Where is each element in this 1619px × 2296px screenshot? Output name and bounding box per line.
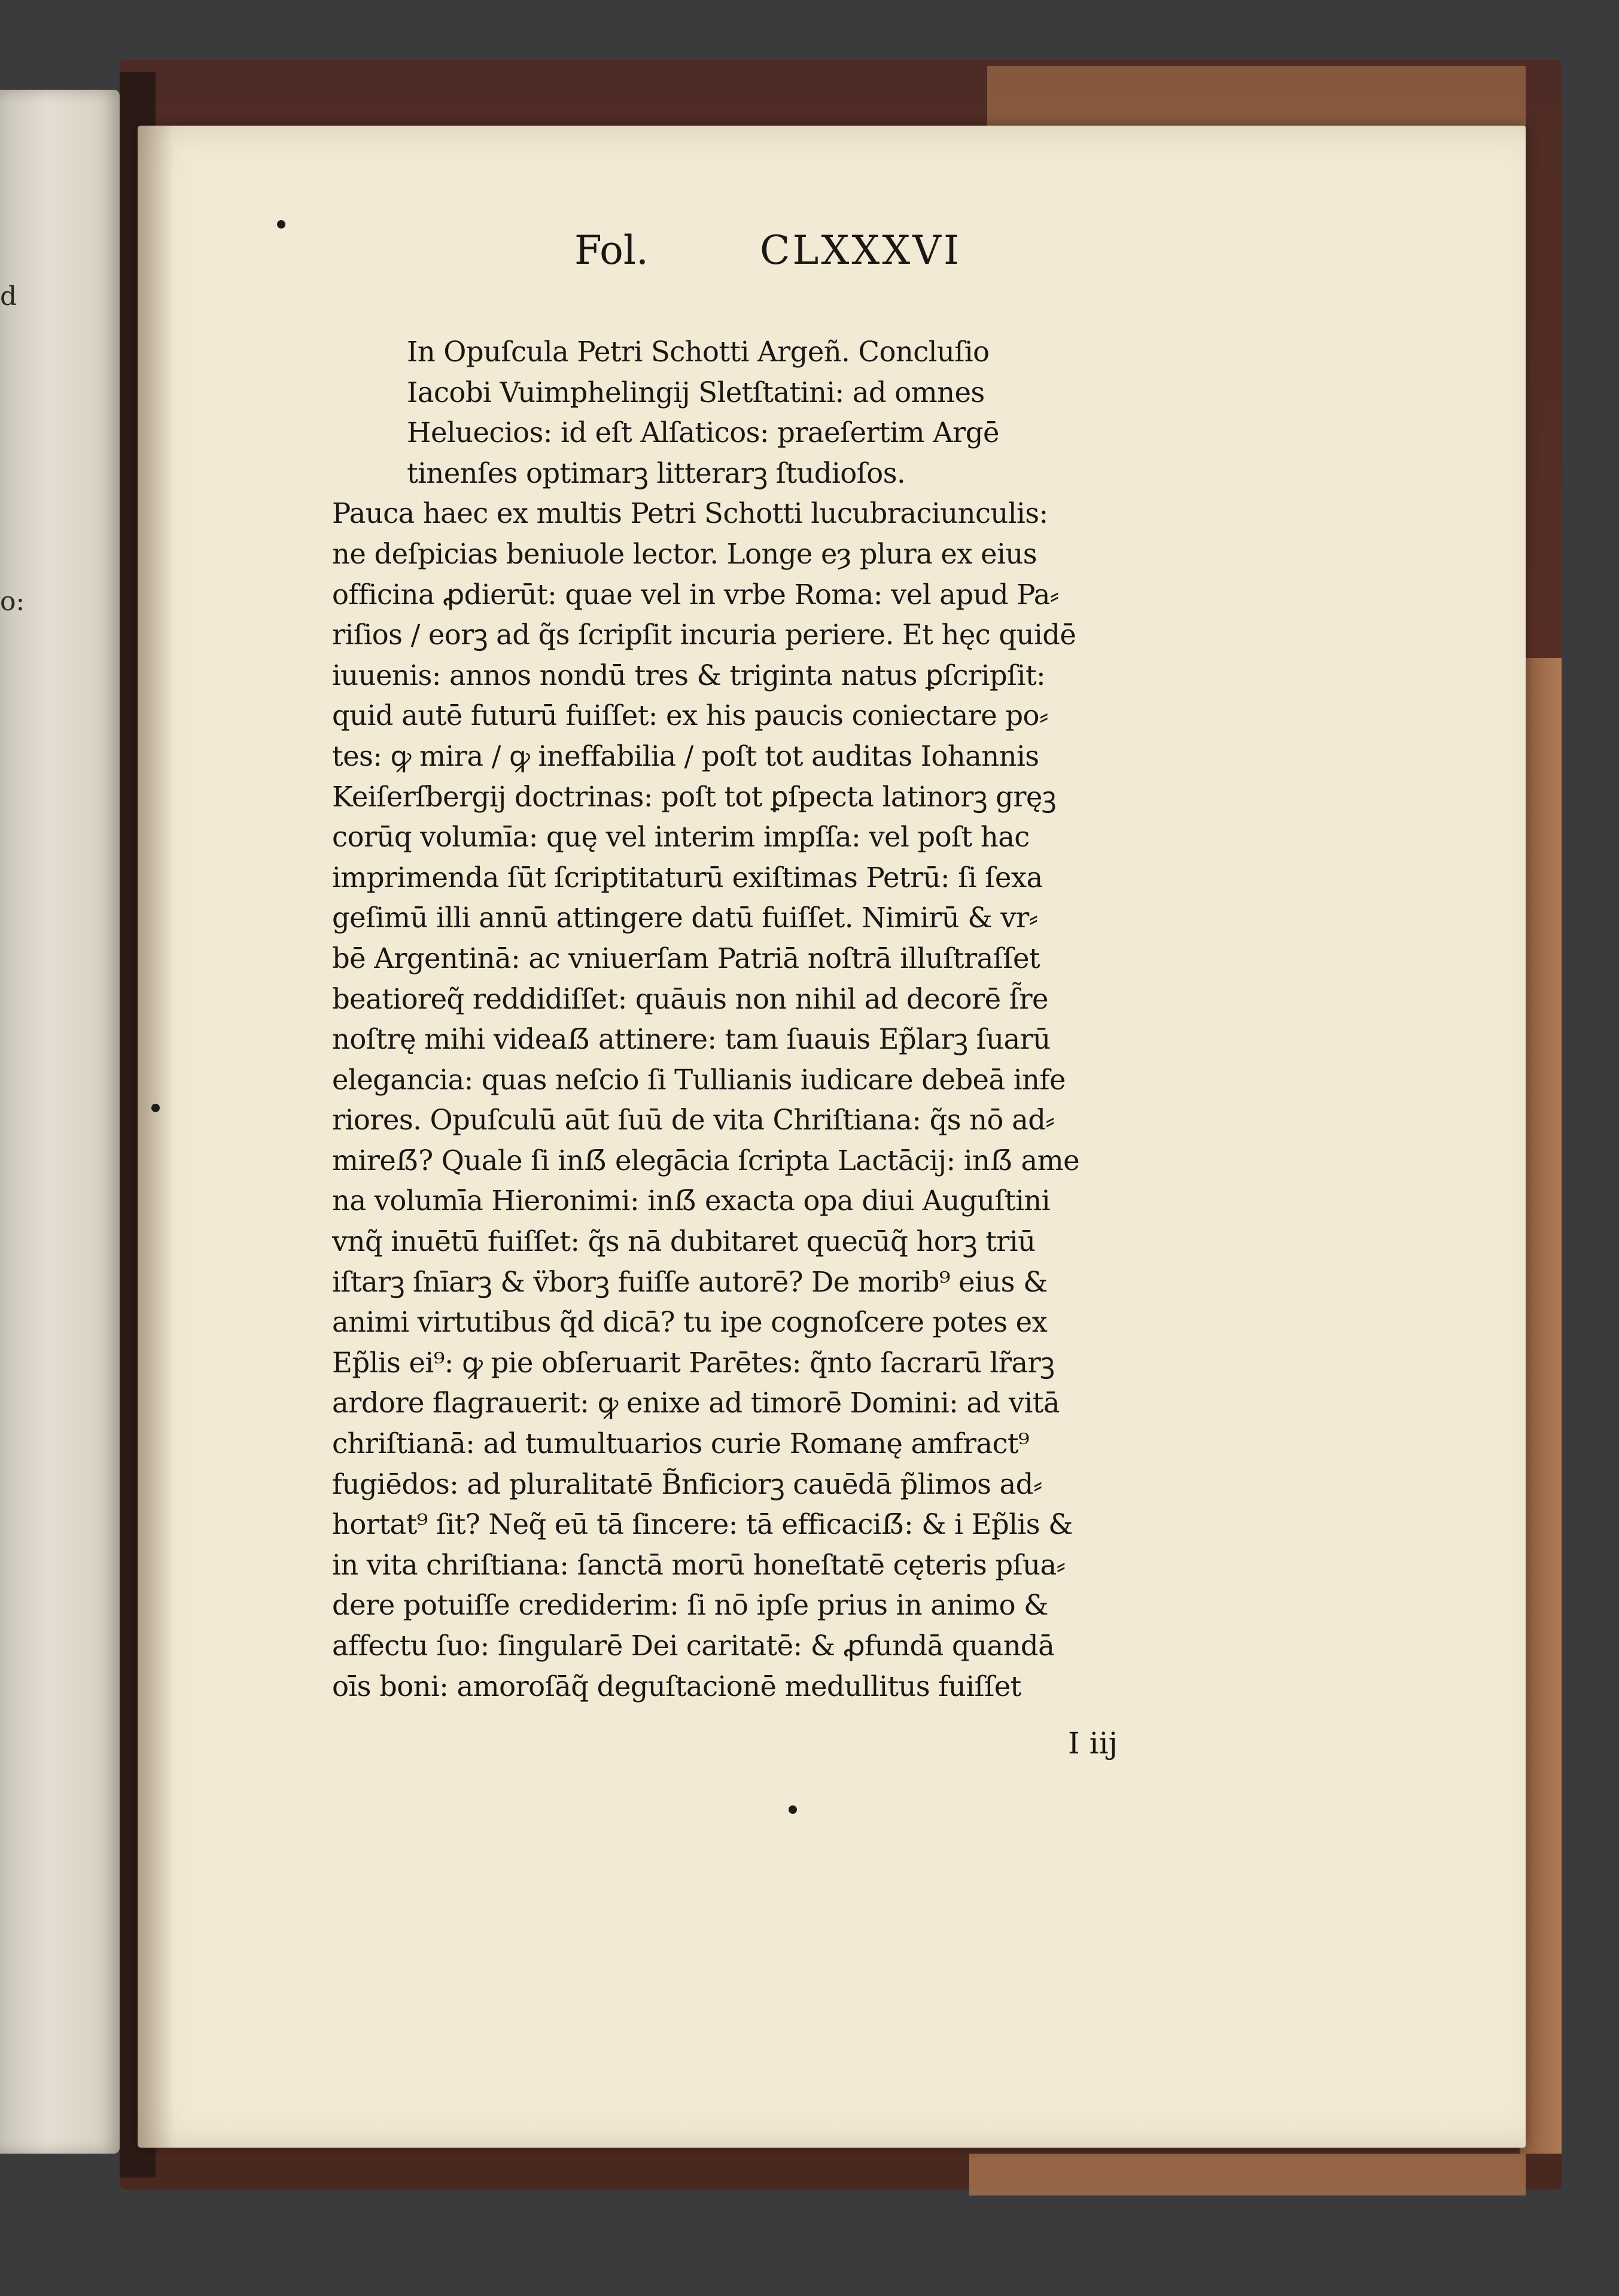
worn-binding-bottom: [969, 2154, 1526, 2195]
body-line: ne deſpicias beniuole lector. Longe eȝ plura ex eius: [332, 537, 1037, 570]
body-line: na volumīa Hieronimi: inẞ exacta opa diui Auguſtini: [332, 1184, 1050, 1217]
body-line: hortat⁹ ſit? Neq̃ eū tā ſincere: tā efficaciẞ: & i Ep̃lis &: [332, 1508, 1073, 1541]
body-line: Ep̃lis ei⁹: ꝙ pie obſeruarit Parētes: q̃nto ſacrarū lr̃arꝫ: [332, 1346, 1055, 1379]
body-line: affectu ſuo: ſingularē Dei caritatē: & ꝓfundā quandā: [332, 1630, 1055, 1662]
heading-line: Heluecios: id eſt Alſaticos: praeſertim Argē: [407, 416, 999, 449]
heading-line: In Opuſcula Petri Schotti Argeñ. Concluſio: [407, 336, 990, 368]
previous-page-fragment: o:: [0, 586, 25, 617]
worn-binding-top: [987, 66, 1526, 132]
body-line: riores. Opuſculū aūt ſuū de vita Chriſtiana: q̃s nō ad⸗: [332, 1104, 1055, 1137]
body-line: noſtrę mihi videaẞ attinere: tam ſuauis Ep̃larꝫ ſuarū: [332, 1023, 1051, 1056]
body-line: Keiſerſbergij doctrinas: poſt tot ꝑſpecta latinorꝫ gręꝫ: [332, 780, 1056, 813]
gutter-shadow: [138, 126, 174, 2148]
body-line: riſios / eorꝫ ad q̃s ſcripſit incuria periere. Et hęc quidē: [332, 619, 1076, 651]
heading-line: Iacobi Vuimphelingij Sletſtatini: ad omnes: [407, 376, 985, 409]
ink-speck: [151, 1104, 160, 1112]
body-line: vnq̃ inuētū fuiſſet: q̃s nā dubitaret quecūq̃ horꝫ triū: [332, 1225, 1036, 1258]
body-line: Pauca haec ex multis Petri Schotti lucubraciunculis:: [332, 497, 1048, 530]
body-line: dere potuiſſe crediderim: ſi nō ipſe prius in animo &: [332, 1589, 1048, 1622]
body-line: corūq volumīa: quę vel interim impſſa: vel poſt hac: [332, 821, 1030, 854]
signature-mark: I iij: [1068, 1726, 1118, 1761]
body-line: tes: ꝙ mira / ꝙ ineffabilia / poſt tot auditas Iohannis: [332, 739, 1039, 772]
body-line: iſtarꝫ ſnīarꝫ & v̈borꝫ fuiſſe autorē? De morib⁹ eius &: [332, 1265, 1048, 1298]
body-line: iuuenis: annos nondū tres & triginta natus ꝑſcripſit:: [332, 659, 1046, 692]
body-line: imprimenda ſūt ſcriptitaturū exiſtimas Petrū: ſi ſexa: [332, 861, 1043, 894]
heading-line: tinenſes optimarꝫ litterarꝫ ſtudioſos.: [407, 456, 906, 489]
text-block: [332, 332, 1188, 1707]
body-line: quid autē futurū fuiſſet: ex his paucis coniectare po⸗: [332, 699, 1048, 732]
folio-number: CLXXXVI: [760, 227, 962, 273]
body-line: in vita chriſtiana: ſanctā morū honeſtatē cęteris pſua⸗: [332, 1548, 1066, 1581]
body-line: ardore flagrauerit: ꝙ enixe ad timorē Domini: ad vitā: [332, 1387, 1060, 1420]
body-line: bē Argentinā: ac vniuerſam Patriā noſtrā illuſtraſſet: [332, 942, 1040, 975]
worn-binding-right: [1520, 658, 1562, 2154]
body-line: chriſtianā: ad tumultuarios curie Romanę amfract⁹: [332, 1427, 1030, 1460]
body-line: beatioreq̃ reddidiſſet: quāuis non nihil ad decorē ſ̃re: [332, 982, 1048, 1015]
running-head: [574, 227, 1029, 275]
body-line: animi virtutibus q̃d dicā? tu ipe cognoſcere potes ex: [332, 1306, 1048, 1339]
body-line: fugiēdos: ad pluralitatē B̃nficiorꝫ cauēdā p̃limos ad⸗: [332, 1467, 1042, 1500]
ink-speck: [277, 220, 285, 229]
body-line: geſimū illi annū attingere datū fuiſſet. Nimirū & vr⸗: [332, 902, 1038, 934]
body-line: elegancia: quas neſcio ſi Tullianis iudicare debeā infe: [332, 1063, 1066, 1096]
previous-page-edge: [0, 90, 120, 2154]
body-line: mireẞ? Quale ſi inẞ elegācia ſcripta Lactācij: inẞ ame: [332, 1144, 1080, 1177]
ink-speck: [789, 1805, 797, 1814]
body-line: officina ꝓdierūt: quae vel in vrbe Roma: vel apud Pa⸗: [332, 578, 1059, 611]
previous-page-fragment: d: [0, 281, 17, 312]
folio-label: Fol.: [574, 227, 649, 273]
body-line: oīs boni: amoroſāq̃ deguſtacionē medullitus fuiſſet: [332, 1670, 1021, 1703]
